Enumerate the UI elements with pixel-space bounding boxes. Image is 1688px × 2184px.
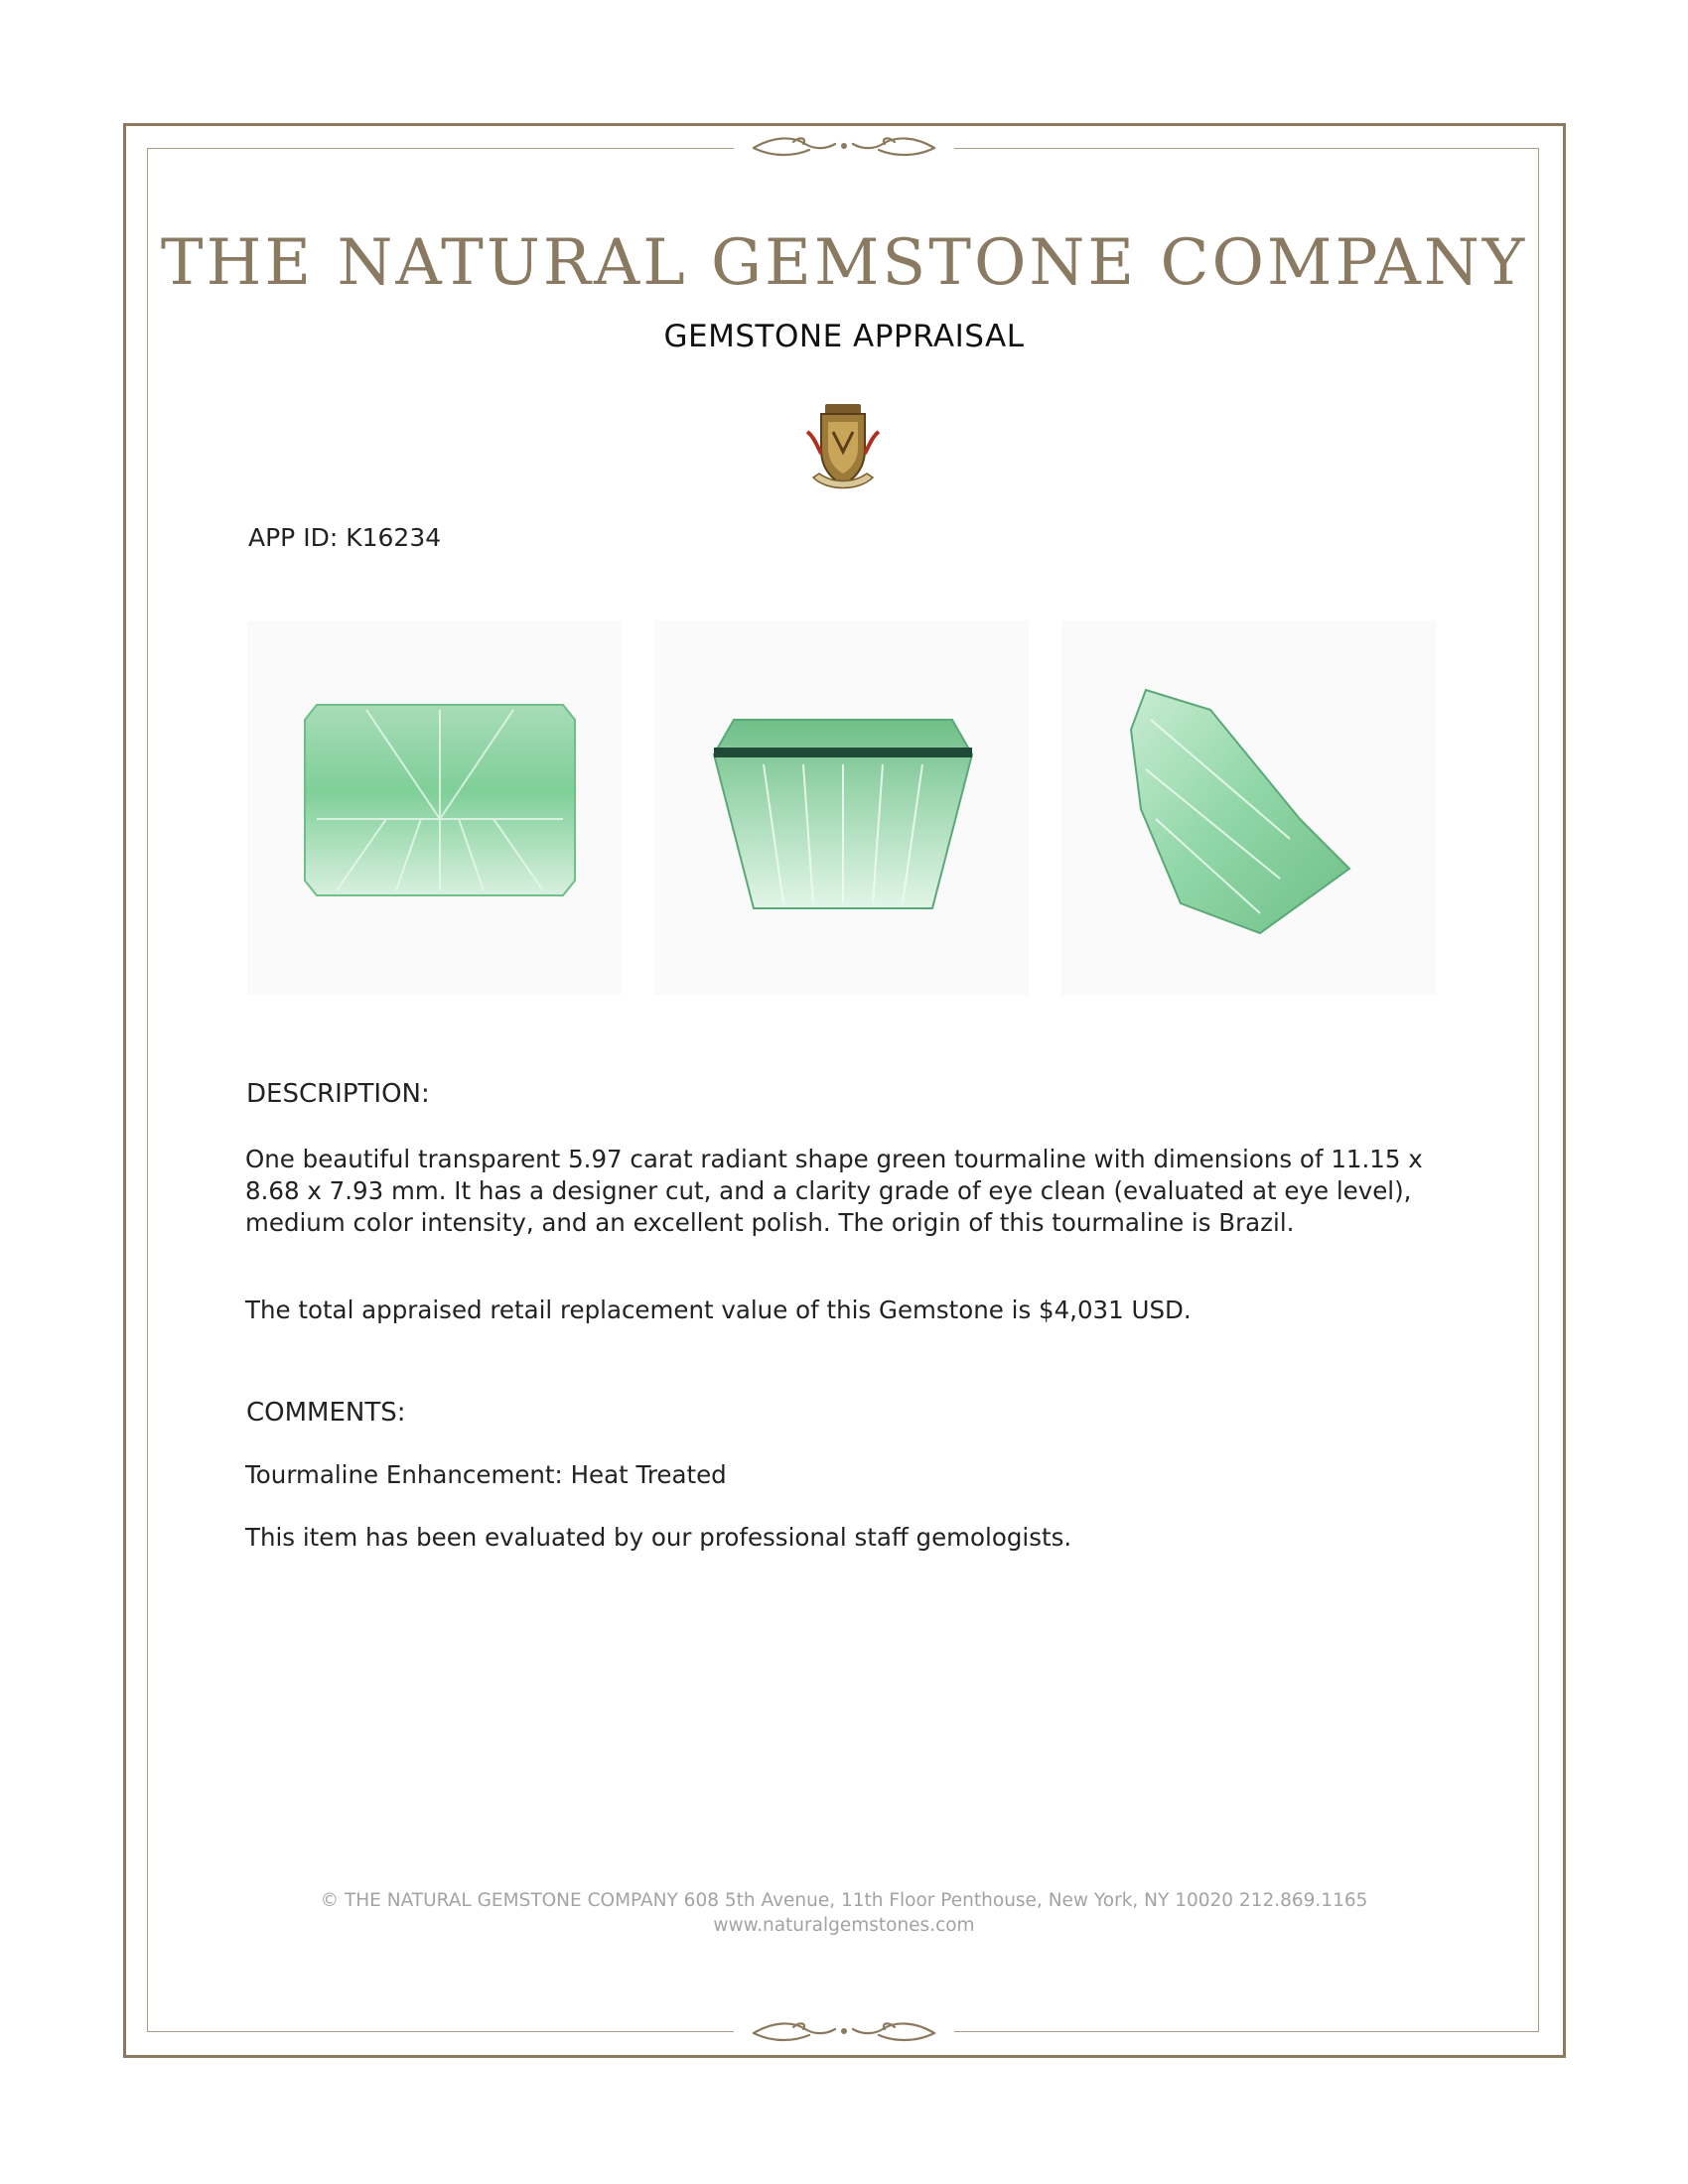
comments-heading: COMMENTS: — [246, 1398, 406, 1428]
ornament-flourish-icon — [734, 130, 954, 166]
description-line: One beautiful transparent 5.97 carat radiant shape green tourmaline with dimensions of 11.15 x — [245, 1145, 1423, 1173]
document-title: GEMSTONE APPRAISAL — [663, 319, 1025, 354]
app-id — [248, 523, 441, 552]
appraised-value: The total appraised retail replacement value of this Gemstone is $4,031 USD. — [245, 1296, 1192, 1324]
description-line: medium color intensity, and an excellent polish. The origin of this tourmaline is Brazil. — [245, 1208, 1295, 1237]
description-heading: DESCRIPTION: — [246, 1079, 430, 1109]
gem-photo-side-view — [654, 620, 1029, 995]
footer-address: © THE NATURAL GEMSTONE COMPANY 608 5th Avenue, 11th Floor Penthouse, New York, NY 10020 212.869.1165 — [320, 1890, 1368, 1911]
crest-logo-icon — [803, 402, 883, 493]
gem-photo-angle-view — [1061, 620, 1436, 995]
company-name: THE NATURAL GEMSTONE COMPANY — [160, 226, 1528, 300]
app-id-value: K16234 — [346, 523, 442, 552]
gem-photo-top-view — [247, 620, 622, 995]
description-paragraph — [245, 1144, 1452, 1239]
evaluation-comment: This item has been evaluated by our professional staff gemologists. — [245, 1523, 1072, 1552]
description-line: 8.68 x 7.93 mm. It has a designer cut, and a clarity grade of eye clean (evaluated at eye level), — [245, 1176, 1412, 1205]
enhancement-comment: Tourmaline Enhancement: Heat Treated — [245, 1460, 727, 1489]
app-id-label: APP ID: — [248, 523, 339, 552]
ornament-flourish-icon — [734, 2015, 954, 2051]
footer-website: www.naturalgemstones.com — [713, 1915, 975, 1936]
